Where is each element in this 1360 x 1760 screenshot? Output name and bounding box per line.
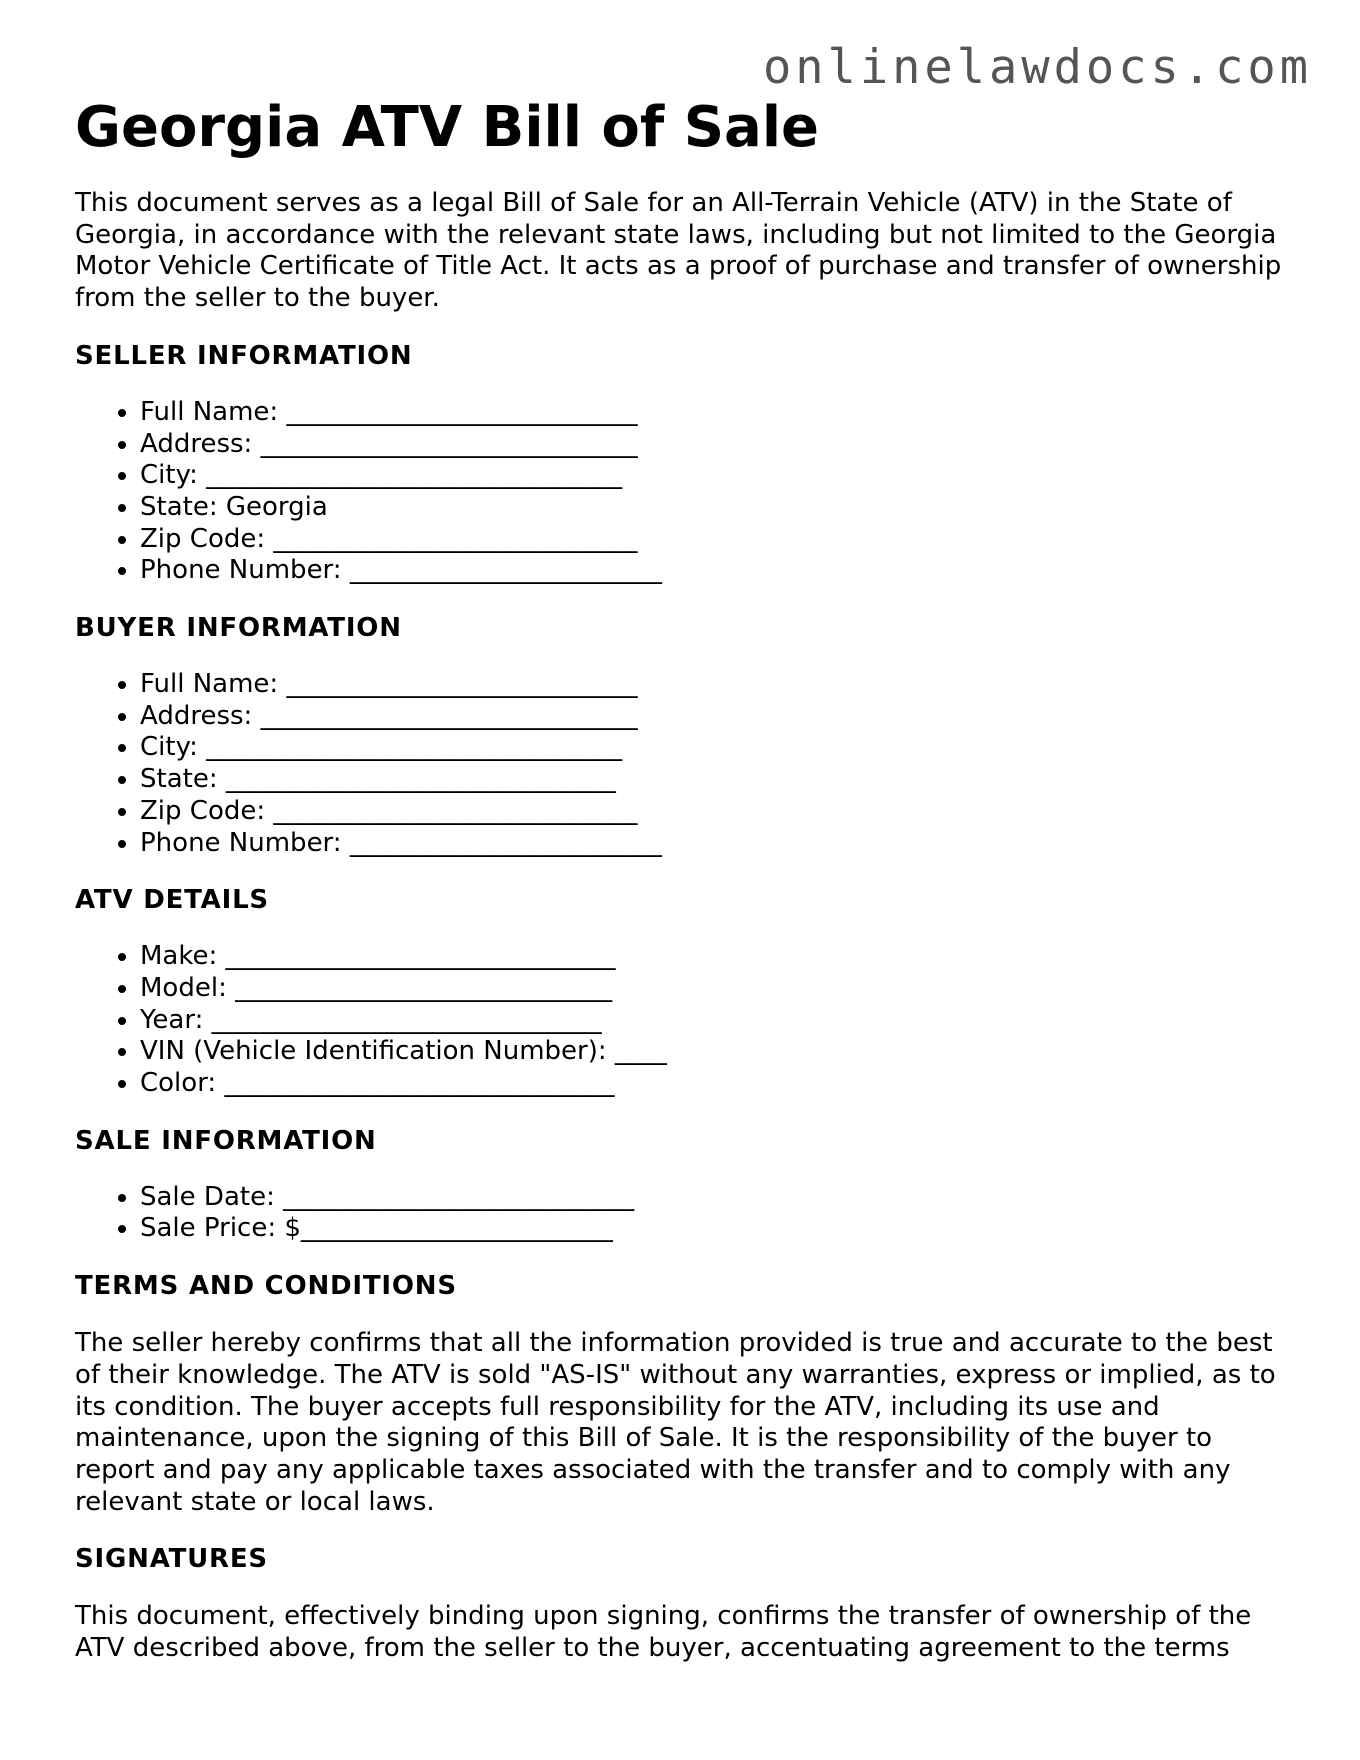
seller-phone-number: • Phone Number: ________________________ [140, 555, 1295, 587]
buyer-city: • City: ________________________________ [140, 732, 1295, 764]
seller-list [75, 397, 1295, 587]
atv-make: • Make: ______________________________ [140, 941, 1295, 973]
seller-state: • State: Georgia [140, 492, 1295, 524]
buyer-address: • Address: _____________________________ [140, 701, 1295, 733]
seller-heading: SELLER INFORMATION [75, 340, 413, 371]
sale-price: • Sale Price: $________________________ [140, 1213, 1295, 1245]
sale-information-heading: SALE INFORMATION [75, 1125, 377, 1156]
buyer-heading: BUYER INFORMATION [75, 613, 402, 644]
seller-city: • City: ________________________________ [140, 460, 1295, 492]
sale-date: • Sale Date: ___________________________ [140, 1182, 1295, 1214]
atv-details-heading: ATV DETAILS [75, 885, 269, 916]
signatures-heading: SIGNATURES [75, 1544, 268, 1575]
document-title: Georgia ATV Bill of Sale [75, 95, 820, 160]
atv-vin: • VIN (Vehicle Identification Number): ____ [140, 1036, 1295, 1068]
seller-zip-code: • Zip Code: ____________________________ [140, 524, 1295, 556]
sale-information-list [75, 1182, 1295, 1245]
buyer-full-name: • Full Name: ___________________________ [140, 669, 1295, 701]
seller-address: • Address: _____________________________ [140, 429, 1295, 461]
buyer-phone-number: • Phone Number: ________________________ [140, 828, 1295, 860]
watermark: onlinelawdocs.com [762, 40, 1312, 95]
buyer-list [75, 669, 1295, 859]
terms-heading: TERMS AND CONDITIONS [75, 1271, 457, 1302]
terms-paragraph: The seller hereby confirms that all the information provided is true and accurate to the best of their knowledge. The ATV is sold "AS-IS" without any warranties, express or implied, as to its condition. The buyer accepts full responsibility for the ATV, including its use and maintenance, upon the signing of this Bill of Sale. It is the responsibility of the buyer to report and pay any applicable taxes associated with the transfer and to comply with any relevant state or local laws. [75, 1328, 1276, 1517]
buyer-zip-code: • Zip Code: ____________________________ [140, 796, 1295, 828]
atv-year: • Year: ______________________________ [140, 1005, 1295, 1037]
atv-color: • Color: ______________________________ [140, 1068, 1295, 1100]
buyer-state: • State: ______________________________ [140, 764, 1295, 796]
seller-full-name: • Full Name: ___________________________ [140, 397, 1295, 429]
document-page [75, 88, 1295, 1665]
atv-model: • Model: _____________________________ [140, 973, 1295, 1005]
atv-details-list [75, 941, 1295, 1100]
intro-paragraph: This document serves as a legal Bill of Sale for an All-Terrain Vehicle (ATV) in the State of Georgia, in accordance with the relevant state laws, including but not limited to the Georgia Motor Vehicle Certificate of Title Act. It acts as a proof of purchase and transfer of ownership from the seller to the buyer. [75, 188, 1282, 314]
signatures-paragraph: This document, effectively binding upon signing, confirms the transfer of ownership of the ATV described above, from the seller to the buyer, accentuating agreement to the terms [75, 1601, 1252, 1664]
